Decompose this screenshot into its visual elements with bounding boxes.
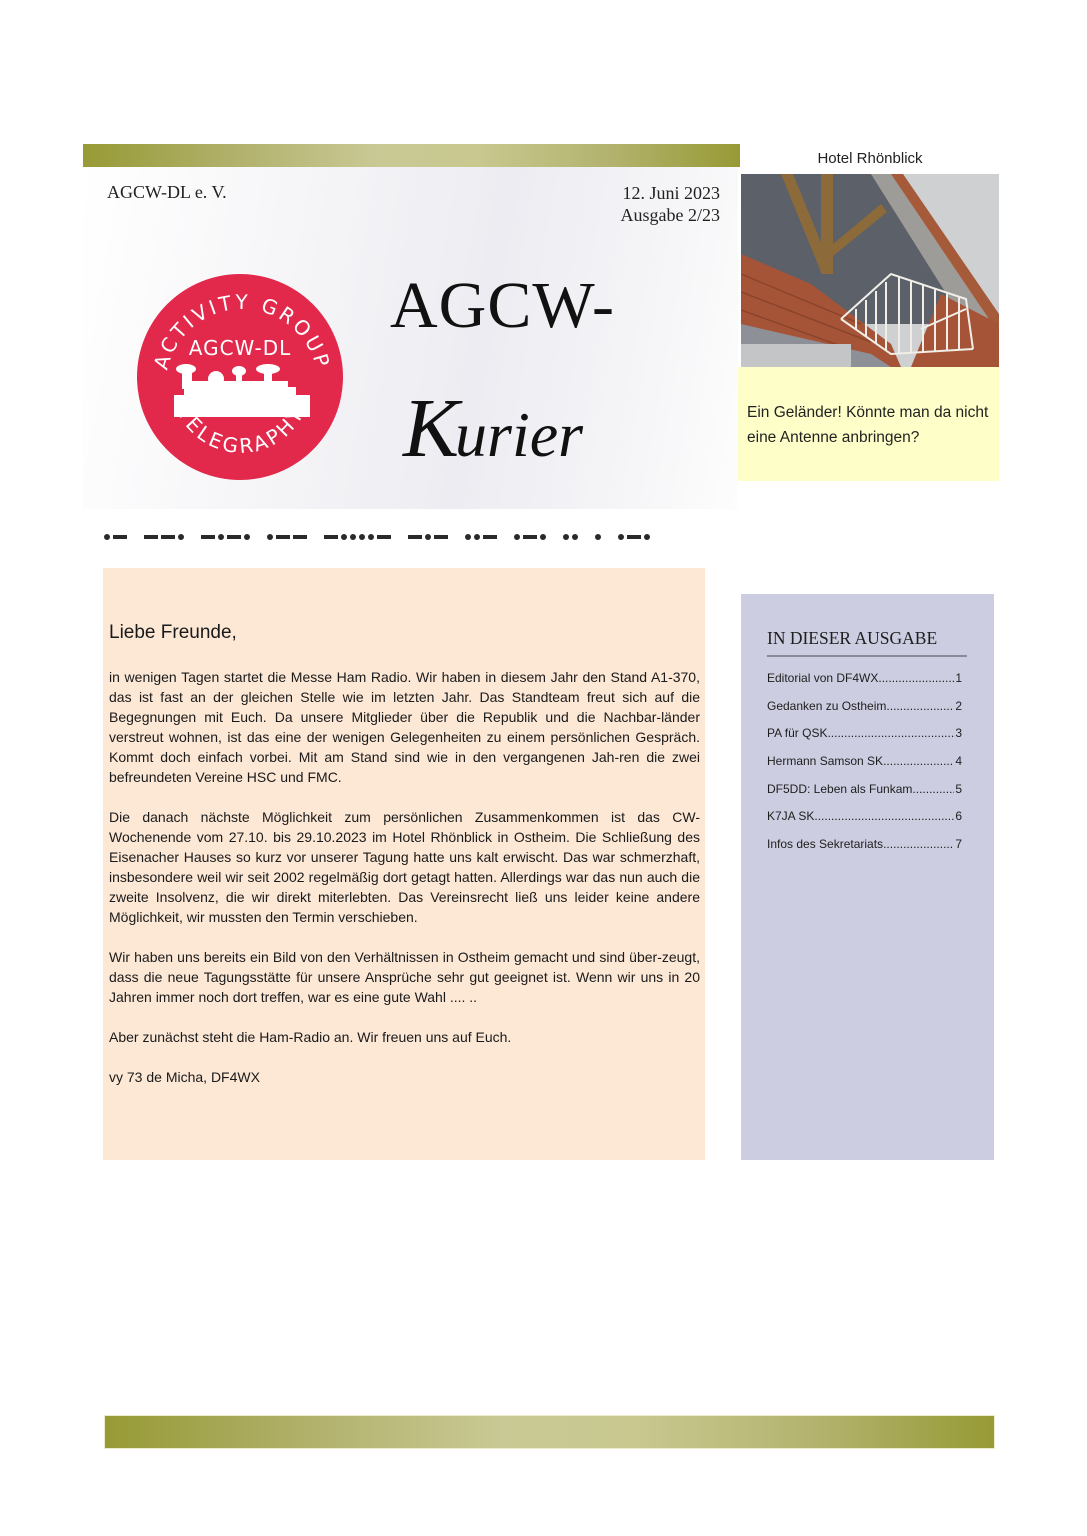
morse-dot xyxy=(425,534,431,540)
morse-character xyxy=(618,534,653,540)
morse-dot xyxy=(350,534,356,540)
photo-caption: Ein Geländer! Könnte man da nicht eine Antenne anbringen? xyxy=(747,404,989,446)
morse-dot xyxy=(218,534,224,540)
morse-character xyxy=(408,534,451,540)
toc-list xyxy=(767,668,962,862)
morse-character xyxy=(201,534,253,540)
morse-dot xyxy=(563,534,569,540)
editorial-body xyxy=(109,667,700,1107)
toc-page-number: 5 xyxy=(955,781,962,796)
issue-info xyxy=(621,182,720,226)
toc-leader-dots xyxy=(883,834,954,854)
photo-title: Hotel Rhönblick xyxy=(817,150,923,167)
morse-character xyxy=(144,534,187,540)
morse-dot xyxy=(595,534,601,540)
agcw-logo xyxy=(136,273,344,481)
editorial-paragraph: Die danach nächste Möglichkeit zum persönlichen Zusammenkommen ist das CW-Wochenende vom 27.10. bis 29.10.2023 im Hotel Rhönblick in Ostheim. Die Schließung des Eisenacher Hauses so kurz vor unserer Tagung hatte uns kalt erwischt. Das war schmerzhaft, insbesondere weil wir seit 2002 regelmäßig dort getagt hatten. Allerdings war das nun auch die zweite Insolvenz, die wir direkt miterlebten. Das Vereinsrecht ließ uns leider keine andere Möglichkeit, wir mussten den Termin verschieben. xyxy=(109,809,700,925)
morse-character xyxy=(267,534,310,540)
morse-dash xyxy=(377,535,391,539)
toc-item[interactable]: Editorial von DF4WX ..... 1 xyxy=(767,668,962,696)
morse-dot xyxy=(644,534,650,540)
morse-dash xyxy=(483,535,497,539)
morse-character xyxy=(104,534,130,540)
morse-dash xyxy=(227,535,241,539)
issue-date: 12. Juni 2023 xyxy=(622,183,720,203)
organization-name: AGCW-DL e. V. xyxy=(107,182,227,202)
issue-number: Ausgabe 2/23 xyxy=(620,205,720,225)
morse-dash xyxy=(434,535,448,539)
toc-leader-dots xyxy=(886,696,954,716)
morse-dash xyxy=(324,535,338,539)
morse-dash xyxy=(161,535,175,539)
morse-dot xyxy=(618,534,624,540)
morse-code-title xyxy=(104,529,667,545)
logo-center-text: AGCW-DL xyxy=(188,336,292,360)
morse-character xyxy=(563,534,581,540)
footer-bar xyxy=(105,1416,994,1448)
toc-leader-dots xyxy=(827,723,954,743)
title-initial: K xyxy=(403,382,460,475)
editorial-paragraph: in wenigen Tagen startet die Messe Ham Radio. Wir haben in diesem Jahr den Stand A1-370, das ist fast an der gleichen Stelle wie im letzten Jahr. Das Standteam freut sich auf die Begegnungen mit Euch. Da unsere Mitglieder über die Republik und die Nachbar-länder verstreut wohnen, ist das eine der wenigen Gelegenheiten zu einem persönlichen Gespräch. Kommt doch einfach vorbei. Mit am Stand sind wie in den vergangenen Jah-ren die zwei befreundeten Vereine HSC und FMC. xyxy=(109,669,700,785)
toc-item[interactable]: Infos des Sekretariats ..... 7 xyxy=(767,834,962,862)
editorial-signature: vy 73 de Micha, DF4WX xyxy=(109,1069,260,1085)
toc-page-number: 4 xyxy=(955,754,962,769)
morse-dash xyxy=(408,535,422,539)
morse-dot xyxy=(244,534,250,540)
morse-dot xyxy=(359,534,365,540)
toc-page-number: 2 xyxy=(955,698,962,713)
morse-character xyxy=(465,534,500,540)
morse-dot xyxy=(267,534,273,540)
toc-leader-dots xyxy=(883,751,954,771)
toc-item[interactable]: Hermann Samson SK ..... 4 xyxy=(767,751,962,779)
toc-page-number: 3 xyxy=(955,726,962,741)
morse-dot xyxy=(540,534,546,540)
morse-dash xyxy=(523,535,537,539)
morse-character xyxy=(595,534,604,540)
editorial-paragraph: Wir haben uns bereits ein Bild von den Verhältnissen in Ostheim gemacht und sind über-zeugt, dass die neue Tagungsstätte für unsere Ansprüche sehr gut geeignet ist. Wenn wir uns in 20 Jahren immer noch dort treffen, war es eine gute Wahl .... .. xyxy=(109,949,700,1005)
morse-dash xyxy=(293,535,307,539)
editorial-paragraph: Aber zunächst steht die Ham-Radio an. Wir freuen uns auf Euch. xyxy=(109,1029,512,1045)
toc-item[interactable]: Gedanken zu Ostheim ..... 2 xyxy=(767,696,962,724)
morse-dot xyxy=(514,534,520,540)
logo-bottom-text: TELEGRAPHY xyxy=(172,402,310,459)
morse-character xyxy=(324,534,394,540)
toc-leader-dots xyxy=(814,806,954,826)
morse-dash xyxy=(627,535,641,539)
toc-page-number: 6 xyxy=(955,809,962,824)
newsletter-title-line1: AGCW- xyxy=(390,269,615,342)
morse-dot xyxy=(341,534,347,540)
toc-page-number: 7 xyxy=(955,837,962,852)
morse-dash xyxy=(113,535,127,539)
toc-item[interactable]: DF5DD: Leben als Funkam ..... 5 xyxy=(767,779,962,807)
toc-item[interactable]: K7JA SK ..... 6 xyxy=(767,806,962,834)
toc-title: IN DIESER AUSGABE xyxy=(767,628,967,657)
logo-top-text: ACTIVITY GROUP xyxy=(148,289,336,373)
toc-page-number: 1 xyxy=(955,671,962,685)
newsletter-title-line2 xyxy=(403,380,583,477)
morse-character xyxy=(514,534,549,540)
toc-leader-dots xyxy=(912,779,954,799)
editorial-greeting: Liebe Freunde, xyxy=(109,622,237,643)
title-rest: urier xyxy=(455,399,584,470)
morse-dash xyxy=(201,535,215,539)
hotel-photo xyxy=(741,174,999,367)
morse-dot xyxy=(368,534,374,540)
morse-dot xyxy=(104,534,110,540)
morse-dot xyxy=(572,534,578,540)
morse-dash xyxy=(276,535,290,539)
toc-item[interactable]: PA für QSK ..... 3 xyxy=(767,723,962,751)
morse-dot xyxy=(178,534,184,540)
toc-leader-dots xyxy=(878,668,954,688)
header-top-bar xyxy=(83,144,740,167)
morse-dot xyxy=(474,534,480,540)
morse-dash xyxy=(144,535,158,539)
morse-dot xyxy=(465,534,471,540)
